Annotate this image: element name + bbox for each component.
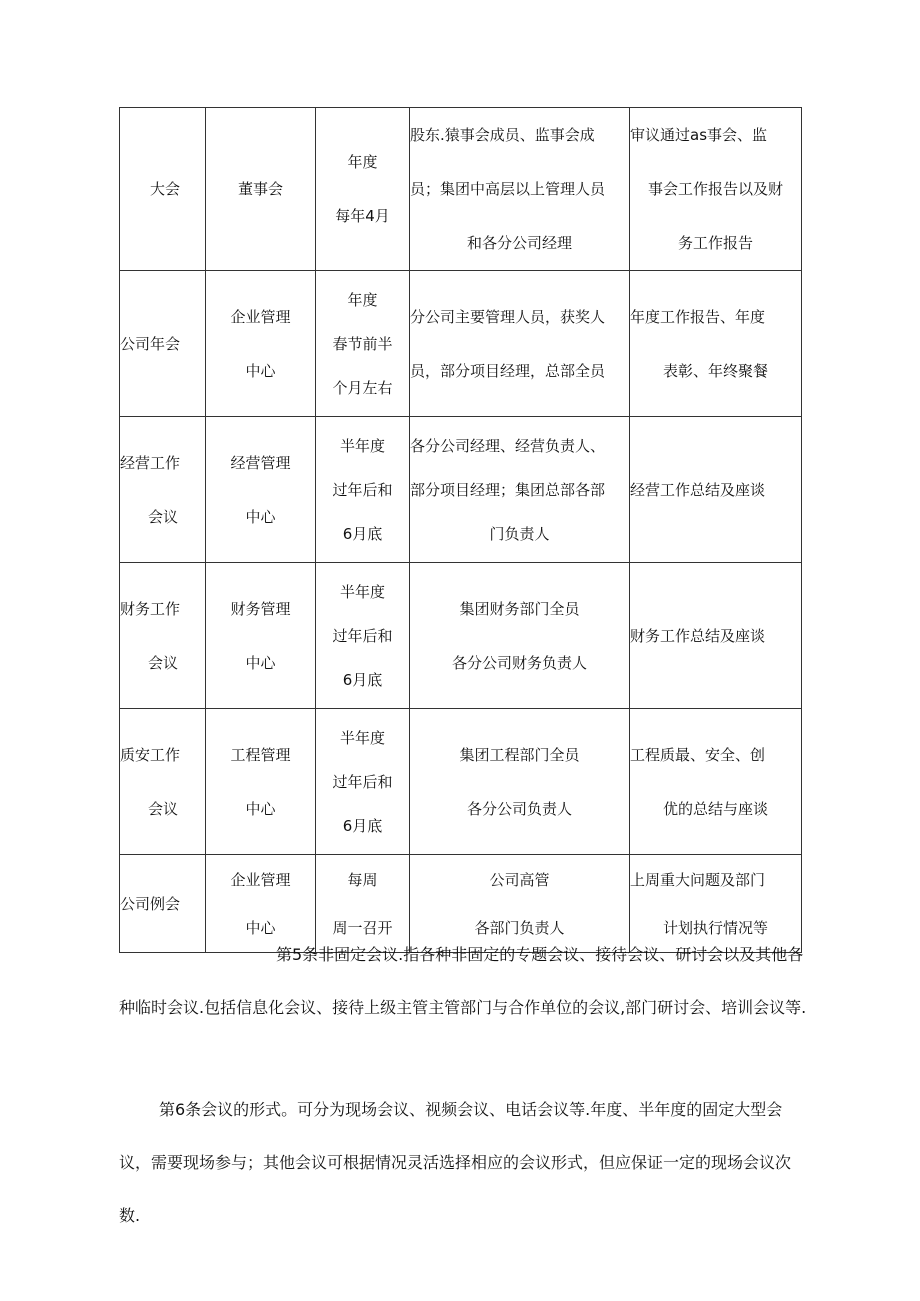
organizer: 中心: [245, 918, 276, 937]
organizer: 董事会: [237, 180, 283, 198]
time-line: 周一召开: [332, 918, 393, 937]
organizer: 工程管理: [230, 745, 291, 764]
time-line: 6月底: [342, 670, 383, 689]
meeting-name: 会议: [148, 799, 179, 818]
content-line: 工程质最、安全、创: [630, 745, 766, 764]
content-line: 事会工作报告以及财: [647, 180, 783, 198]
organizer-cell: [206, 709, 316, 855]
content-cell: [630, 563, 802, 709]
meeting-name-cell: [120, 108, 206, 271]
meeting-name: 会议: [148, 507, 179, 526]
time-cell: [316, 563, 410, 709]
table-row: [120, 271, 802, 417]
attendees-cell: [410, 709, 630, 855]
time-line: 个月左右: [332, 378, 393, 397]
time-line: 半年度: [339, 728, 385, 747]
content-line: 年度工作报告、年度: [630, 307, 766, 326]
meeting-name: 经营工作: [120, 453, 181, 472]
attendees-cell: [410, 271, 630, 417]
content-line: 计划执行情况等: [662, 918, 768, 937]
time-line: 半年度: [339, 582, 385, 601]
content-line: 审议通过as事会、监: [630, 126, 768, 144]
table-row: [120, 417, 802, 563]
meeting-name: 公司年会: [120, 334, 181, 353]
content-line: 务工作报告: [677, 234, 753, 252]
time-line: 6月底: [342, 524, 383, 543]
attendees-cell: [410, 108, 630, 271]
attendees-line: 和各分公司经理: [466, 234, 572, 252]
attendees-line: 分公司主要管理人员，获奖人: [410, 307, 606, 326]
attendees-line: 部分项目经理；集团总部各部: [410, 480, 606, 499]
table-row: [120, 563, 802, 709]
time-line: 每年4月: [335, 207, 390, 225]
content-cell: [630, 709, 802, 855]
meeting-schedule-table: [119, 107, 802, 953]
organizer: 中心: [245, 653, 276, 672]
organizer: 中心: [245, 799, 276, 818]
meeting-name-cell: [120, 271, 206, 417]
table-row: [120, 709, 802, 855]
attendees-line: 门负责人: [489, 524, 550, 543]
time-line: 过年后和: [332, 480, 393, 499]
table-row: [120, 108, 802, 271]
meeting-name: 大会: [150, 180, 181, 198]
time-line: 年度: [347, 290, 378, 309]
meeting-name: 财务工作: [120, 599, 181, 618]
time-cell: [316, 417, 410, 563]
attendees-cell: [410, 563, 630, 709]
organizer: 中心: [245, 507, 276, 526]
meeting-name-cell: [120, 417, 206, 563]
article-5-paragraph: 第5条非固定会议.指各种非固定的专题会议、接待会议、研讨会以及其他各种临时会议.包括信息化会议、接待上级主管主管部门与合作单位的会议,部门研讨会、培训会议等.: [119, 945, 807, 1017]
organizer: 财务管理: [230, 599, 291, 618]
content-cell: [630, 108, 802, 271]
attendees-line: 股东.猿事会成员、监事会成: [410, 126, 595, 144]
time-line: 过年后和: [332, 626, 393, 645]
time-line: 过年后和: [332, 772, 393, 791]
attendees-line: 员，部分项目经理，总部全员: [410, 361, 606, 380]
content-line: 表彰、年终聚餐: [662, 361, 768, 380]
organizer: 经营管理: [230, 453, 291, 472]
time-cell: [316, 271, 410, 417]
attendees-line: 各分公司负责人: [466, 799, 572, 818]
meeting-name: 质安工作: [120, 745, 181, 764]
organizer: 企业管理: [230, 307, 291, 326]
content-line: 财务工作总结及座谈: [630, 626, 766, 645]
organizer-cell: [206, 563, 316, 709]
meeting-name: 公司例会: [120, 894, 181, 913]
content-line: 上周重大问题及部门: [630, 870, 766, 889]
attendees-line: 员；集团中高层以上管理人员: [410, 180, 606, 198]
article-6-paragraph: 第6条会议的形式。可分为现场会议、视频会议、电话会议等.年度、半年度的固定大型会议，需要现场参与；其他会议可根据情况灵活选择相应的会议形式，但应保证一定的现场会议次数.: [119, 1100, 792, 1225]
time-cell: [316, 108, 410, 271]
meeting-name: 会议: [148, 653, 179, 672]
organizer-cell: [206, 108, 316, 271]
content-line: 经营工作总结及座谈: [630, 480, 766, 499]
time-line: 年度: [347, 153, 378, 171]
organizer: 企业管理: [230, 870, 291, 889]
meeting-name-cell: [120, 709, 206, 855]
attendees-line: 各分公司财务负责人: [451, 653, 587, 672]
time-line: 6月底: [342, 816, 383, 835]
attendees-line: 集团工程部门全员: [459, 745, 580, 764]
time-line: 半年度: [339, 436, 385, 455]
meeting-name-cell: [120, 563, 206, 709]
content-cell: [630, 417, 802, 563]
attendees-cell: [410, 417, 630, 563]
time-line: 每周: [347, 870, 378, 889]
attendees-line: 公司高管: [489, 870, 550, 889]
time-cell: [316, 709, 410, 855]
time-line: 春节前半: [332, 334, 393, 353]
attendees-line: 各分公司经理、经营负责人、: [410, 436, 606, 455]
organizer: 中心: [245, 361, 276, 380]
content-cell: [630, 271, 802, 417]
organizer-cell: [206, 271, 316, 417]
organizer-cell: [206, 417, 316, 563]
attendees-line: 集团财务部门全员: [459, 599, 580, 618]
content-line: 优的总结与座谈: [662, 799, 768, 818]
attendees-line: 各部门负责人: [474, 918, 565, 937]
